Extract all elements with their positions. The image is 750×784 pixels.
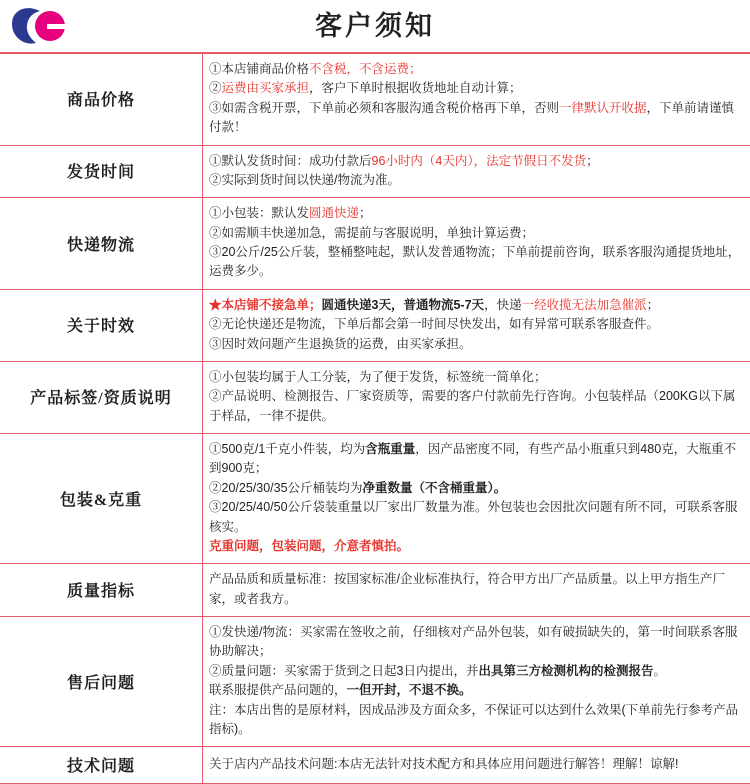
notice-row-label: 关于时效 <box>0 289 203 361</box>
notice-line <box>209 204 744 223</box>
notice-table-body <box>0 54 750 784</box>
notice-line <box>209 224 744 243</box>
notice-row-label: 发货时间 <box>0 145 203 198</box>
notice-text: 联系服提供产品问题的， <box>209 683 347 697</box>
notice-text: 一但开封，不退不换。 <box>347 683 472 697</box>
notice-row-content <box>203 289 750 361</box>
notice-line <box>209 60 744 79</box>
notice-row-content <box>203 145 750 198</box>
notice-line <box>209 662 744 681</box>
notice-row-content <box>203 617 750 747</box>
notice-line <box>209 368 744 387</box>
notice-text: 含瓶重量 <box>365 442 415 456</box>
notice-row <box>0 361 750 433</box>
notice-text: ②实际到货时间以快递/物流为准。 <box>209 173 400 187</box>
notice-line <box>209 315 744 334</box>
notice-text: ③20公斤/25公斤装，整桶整吨起，默认发普通物流；下单前提前咨询，联系客服沟通提货地址，运费多少。 <box>209 245 740 278</box>
notice-row <box>0 198 750 290</box>
notice-text: ①小包装均属于人工分装，为了便于发货，标签统一简单化； <box>209 370 547 384</box>
notice-line <box>209 498 744 537</box>
notice-row-label: 质量指标 <box>0 564 203 617</box>
notice-line <box>209 296 744 315</box>
notice-text: 出具第三方检测机构的检测报告 <box>478 664 653 678</box>
notice-text: ②20/25/30/35公斤桶装均为 <box>209 481 363 495</box>
notice-row <box>0 747 750 784</box>
notice-row <box>0 145 750 198</box>
notice-text: ②如需顺丰快递加急，需提前与客服说明，单独计算运费； <box>209 226 534 240</box>
notice-text: ③因时效问题产生退换货的运费，由买家承担。 <box>209 337 472 351</box>
notice-line <box>209 479 744 498</box>
notice-text: ①本店铺商品价格 <box>209 62 309 76</box>
notice-text: 关于店内产品技术问题:本店无法针对技术配方和具体应用问题进行解答！理解！谅解! <box>209 757 678 771</box>
notice-text: ③20/25/40/50公斤袋装重量以厂家出厂数量为准。外包装也会因批次问题有所不同，可联系客服核实。 <box>209 500 738 533</box>
notice-row <box>0 289 750 361</box>
notice-text: ①发快递/物流：买家需在签收之前，仔细核对产品外包装，如有破损缺失的，第一时间联系客服协助解决； <box>209 625 737 658</box>
notice-text: ，快递 <box>484 298 522 312</box>
notice-line <box>209 387 744 426</box>
page-header <box>0 0 750 54</box>
notice-text: ③如需含税开票，下单前必须和客服沟通含税价格再下单，否则 <box>209 101 559 115</box>
notice-row-label: 售后问题 <box>0 617 203 747</box>
notice-line <box>209 570 744 609</box>
notice-row-content <box>203 198 750 290</box>
notice-line <box>209 623 744 662</box>
notice-text: ①小包装：默认发 <box>209 206 309 220</box>
notice-text: ② <box>209 81 222 95</box>
notice-line <box>209 755 744 774</box>
notice-row <box>0 434 750 564</box>
notice-text: 净重数量（不含桶重量）。 <box>363 481 507 495</box>
notice-row-label: 商品价格 <box>0 54 203 145</box>
notice-text: 一经收揽无法加急催派 <box>522 298 647 312</box>
notice-line <box>209 681 744 700</box>
notice-text: ★ <box>209 298 222 312</box>
notice-row-content <box>203 564 750 617</box>
notice-text: ②无论快递还是物流，下单后都会第一时间尽快发出，如有异常可联系客服查件。 <box>209 317 659 331</box>
notice-line <box>209 440 744 479</box>
notice-text: 圆通快递3天，普通物流5-7天 <box>322 298 485 312</box>
notice-row <box>0 54 750 145</box>
notice-row-content <box>203 361 750 433</box>
page-title: 客户须知 <box>0 4 750 43</box>
notice-text: ①500克/1千克小件装，均为 <box>209 442 365 456</box>
notice-row <box>0 617 750 747</box>
notice-row-label: 包装&克重 <box>0 434 203 564</box>
notice-line <box>209 243 744 282</box>
notice-line <box>209 79 744 98</box>
notice-text: 不含税，不含运费； <box>309 62 422 76</box>
notice-text: 本店铺不接急单； <box>222 298 322 312</box>
notice-line <box>209 152 744 171</box>
notice-row-content <box>203 747 750 784</box>
notice-text: ； <box>359 206 372 220</box>
notice-row-label: 快递物流 <box>0 198 203 290</box>
notice-table <box>0 54 750 784</box>
notice-line <box>209 701 744 740</box>
notice-text: 。 <box>653 664 666 678</box>
notice-row-label: 产品标签/资质说明 <box>0 361 203 433</box>
notice-text: ②产品说明、检测报告、厂家资质等，需要的客户付款前先行咨询。小包装样品（200KG以下属于样品，一律不提供。 <box>209 389 735 422</box>
notice-text: 运费由买家承担 <box>222 81 310 95</box>
notice-text: 产品品质和质量标准：按国家标准/企业标准执行，符合甲方出厂产品质量。以上甲方指生产厂家，或者我方。 <box>209 572 725 605</box>
notice-text: ①默认发货时间：成功付款后 <box>209 154 372 168</box>
notice-text: 注：本店出售的是原材料，因成品涉及方面众多，不保证可以达到什么效果(下单前先行参考产品指标)。 <box>209 703 738 736</box>
notice-text: ②质量问题：买家需于货到之日起3日内提出，并 <box>209 664 478 678</box>
notice-text: 克重问题，包装问题，介意者慎拍。 <box>209 539 409 553</box>
notice-text: ，因产品密度不同，有些产品小瓶重只到480克，大瓶重不到900克； <box>209 442 736 475</box>
notice-text: 96小时内（4天内），法定节假日不发货 <box>372 154 587 168</box>
notice-row-label: 技术问题 <box>0 747 203 784</box>
notice-row <box>0 564 750 617</box>
notice-line <box>209 335 744 354</box>
notice-line <box>209 99 744 138</box>
notice-text: 一律默认开收据 <box>559 101 647 115</box>
notice-text: 圆通快递 <box>309 206 359 220</box>
notice-text: ，客户下单时根据收货地址自动计算； <box>309 81 522 95</box>
notice-text: ，下单前请谨慎付款！ <box>209 101 734 134</box>
notice-line <box>209 171 744 190</box>
notice-row-content <box>203 54 750 145</box>
notice-line <box>209 537 744 556</box>
notice-text: ； <box>647 298 660 312</box>
notice-row-content <box>203 434 750 564</box>
notice-text: ； <box>586 154 599 168</box>
